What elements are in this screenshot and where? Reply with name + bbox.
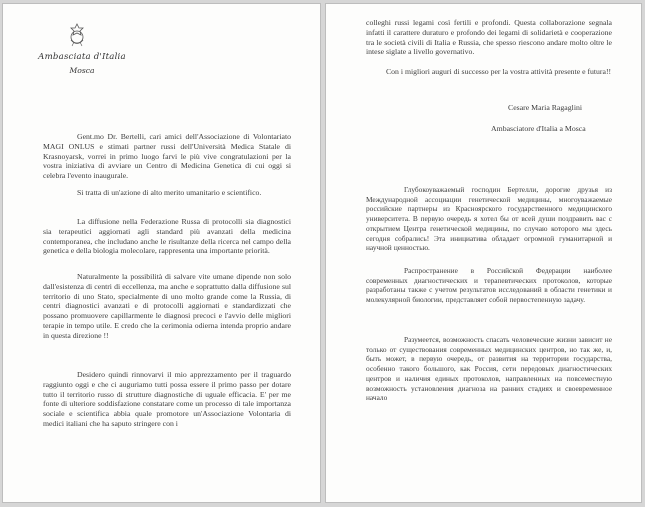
letterhead-city: Mosca (69, 66, 95, 75)
letter-paragraph: Si tratta di un'azione di alto merito umanitario e scientifico. (77, 188, 262, 197)
letter-page-left (2, 3, 321, 503)
letter-paragraph: Gent.mo Dr. Bertelli, cari amici dell'Associazione di Volontariato MAGI ONLUS e stimati partner russi dell'Università Medica Statale di Krasnoyarsk, vorrei in primo luogo farvi le più vive congratulazioni per la vostra iniziativa di avviare un Centro di Medicina Genetica di cui oggi si celebra l'evento inaugurale. (43, 132, 291, 181)
letter-paragraph: Naturalmente la possibilità di salvare vite umane dipende non solo dall'esistenza di centri di eccellenza, ma anche e soprattutto dalla diffusione sul territorio di uno Stato, specialmente di uno molto grande come la Russia, di centri diagnostici avanzati e di protocolli aggiornati e standardizzati che possano promuovere capillarmente le diagnosi precoci e l'avvio delle migliori terapie in tempo utile. E credo che la cerimonia odierna intenda proprio andare in questa direzione !! (43, 272, 291, 340)
signature-title: Ambasciatore d'Italia a Mosca (491, 124, 586, 133)
letter-page-right (325, 3, 642, 503)
italian-emblem-icon (67, 22, 87, 48)
letterhead-embassy-name: Ambasciata d'Italia (38, 52, 126, 62)
letter-paragraph: colleghi russi legami così fertili e profondi. Questa collaborazione segnala infatti il carattere duraturo e profondo dei legami di solidarietà e cooperazione tra le società civili di Italia e Russia, che spesso riescono andare molto oltre le intese siglate a livello governativo. (366, 18, 612, 57)
russian-paragraph: Разумеется, возможность спасать человеческие жизни зависит не только от существования современных медицинских центров, но так же, и, быть может, в первую очередь, от развития на территории государства, особенно такого большого, как Россия, сети передовых диагностических центров и наличия единых протоколов, направленных на повсеместную возможность установления диагноза на ранних стадиях и своевременное начало (366, 335, 612, 403)
signature-name: Cesare Maria Ragaglini (508, 103, 583, 112)
letter-paragraph: La diffusione nella Federazione Russa di protocolli sia diagnostici sia terapeutici aggiornati agli standard più avanzati della medicina contemporanea, che includano anche le risultanze della ricerca nel campo della genetica e della biologia molecolare, rappresenta una importante priorità. (43, 217, 291, 256)
russian-paragraph: Распространение в Российской Федерации наиболее современных диагностических и терапевтических протоколов, которые разработаны также с учетом результатов исследований в области генетики и молекулярной биологии, представляет собой первостепенную задачу. (366, 266, 612, 305)
letter-paragraph: Desidero quindi rinnovarvi il mio apprezzamento per il traguardo raggiunto oggi e che ci auguriamo tutti possa essere il primo passo per dotare tutto il territorio russo di strutture diagnostiche di uguale efficacia. E' per me fonte di ulteriore soddisfazione constatare come un processo di tale importanza sociale e scientifica abbia quale promotore un'Associazione Volontaria di medici italiani che ha saputo stringere con i (43, 370, 291, 428)
russian-paragraph: Глубокоуважаемый господин Бертелли, дорогие друзья из Международной ассоциации генетической медицины, многоуважаемые российские партнеры из Красноярского государственного медицинского университета. В первую очередь я хотел бы от всей души поздравить вас с открытием Центра генетической медицины, по случаю которого мы здесь сегодня собрались! Эта инициатива обладает огромной гуманитарной и научной ценностью. (366, 185, 612, 253)
letter-paragraph: Con i migliori auguri di successo per la vostra attività presente e futura!! (386, 67, 612, 76)
